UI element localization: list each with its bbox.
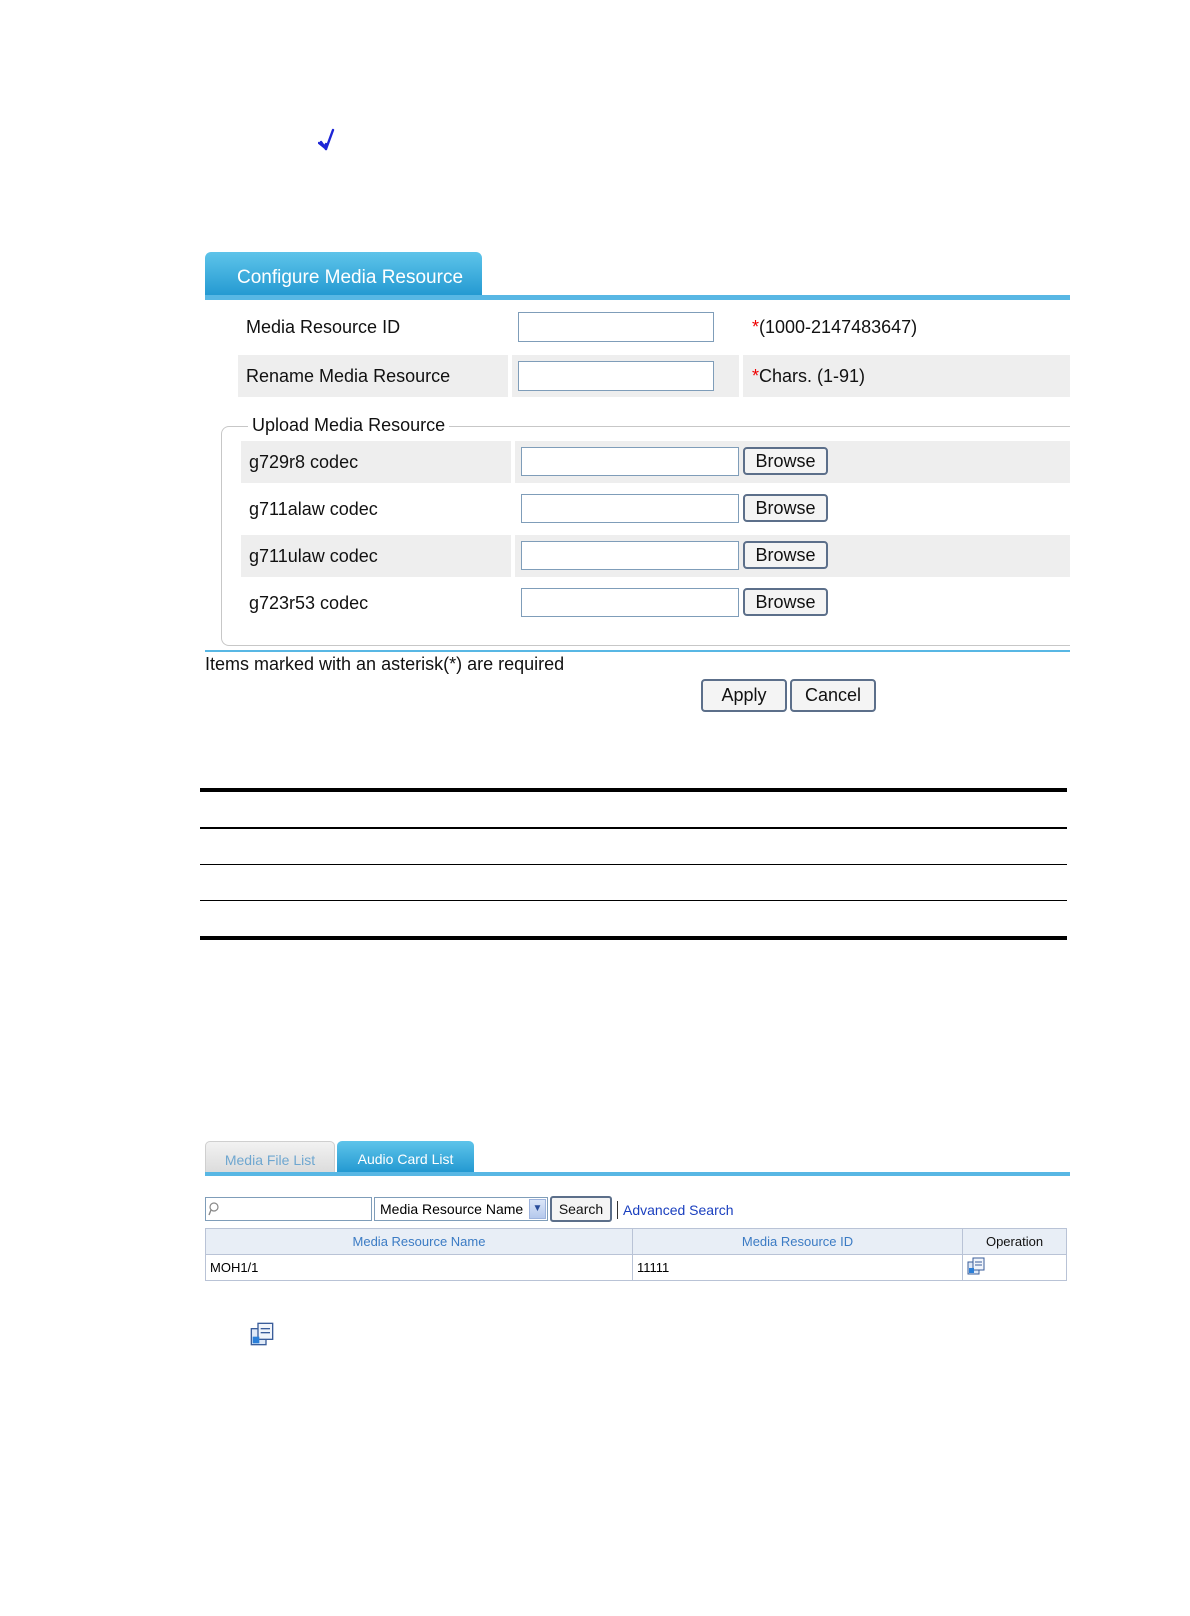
codec-file-input-g729r8[interactable] bbox=[521, 447, 739, 476]
tab-media-file-list[interactable]: Media File List bbox=[205, 1141, 335, 1175]
advanced-search-link[interactable]: Advanced Search bbox=[623, 1202, 734, 1218]
required-star: * bbox=[752, 366, 760, 386]
table-row bbox=[206, 1255, 1067, 1281]
tab-audio-card-list[interactable]: Audio Card List bbox=[337, 1141, 474, 1175]
browse-button-g729r8[interactable]: Browse bbox=[743, 447, 828, 475]
search-icon bbox=[208, 1201, 222, 1217]
panel-bottom-rule bbox=[205, 650, 1070, 652]
search-field-select[interactable]: Media Resource Name bbox=[374, 1197, 548, 1221]
chevron-down-icon[interactable]: ▼ bbox=[529, 1199, 546, 1219]
media-resource-id-input[interactable] bbox=[518, 312, 714, 342]
table-rule bbox=[200, 936, 1067, 940]
table-rule bbox=[200, 864, 1067, 865]
table-rule bbox=[200, 900, 1067, 901]
table-rule bbox=[200, 788, 1067, 792]
rename-media-resource-label: Rename Media Resource bbox=[246, 366, 451, 386]
codec-file-input-g711alaw[interactable] bbox=[521, 494, 739, 523]
cell-media-resource-id: 11111 bbox=[633, 1255, 963, 1281]
column-header-media-resource-name[interactable]: Media Resource Name bbox=[206, 1229, 633, 1255]
codec-label-g723r53: g723r53 codec bbox=[249, 593, 369, 613]
rename-media-resource-input[interactable] bbox=[518, 361, 714, 391]
rename-hint bbox=[752, 366, 865, 387]
browse-button-g711alaw[interactable]: Browse bbox=[743, 494, 828, 522]
configure-icon bbox=[250, 1322, 274, 1346]
codec-file-input-g711ulaw[interactable] bbox=[521, 541, 739, 570]
cancel-button[interactable]: Cancel bbox=[790, 679, 876, 712]
apply-button[interactable]: Apply bbox=[701, 679, 787, 712]
column-header-media-resource-id[interactable]: Media Resource ID bbox=[633, 1229, 963, 1255]
cell-media-resource-name: MOH1/1 bbox=[206, 1255, 633, 1281]
checkmark-icon bbox=[318, 128, 340, 154]
tab-underline bbox=[205, 295, 1070, 300]
cell-operation bbox=[963, 1255, 1067, 1281]
search-button[interactable]: Search bbox=[550, 1196, 612, 1222]
tab-configure-media-resource[interactable]: Configure Media Resource bbox=[205, 252, 482, 300]
codec-label-g729r8: g729r8 codec bbox=[249, 452, 359, 472]
media-resource-id-label: Media Resource ID bbox=[246, 317, 401, 337]
required-note: Items marked with an asterisk(*) are required bbox=[205, 654, 565, 674]
required-star: * bbox=[752, 317, 760, 337]
separator bbox=[617, 1201, 618, 1219]
media-resource-id-hint bbox=[752, 317, 917, 338]
codec-label-g711ulaw: g711ulaw codec bbox=[249, 546, 378, 566]
audio-card-table bbox=[205, 1228, 1067, 1281]
upload-legend: Upload Media Resource bbox=[248, 415, 449, 436]
column-header-operation: Operation bbox=[963, 1229, 1067, 1255]
codec-file-input-g723r53[interactable] bbox=[521, 588, 739, 617]
tab-underline bbox=[205, 1172, 1070, 1176]
configure-icon[interactable] bbox=[967, 1257, 985, 1275]
search-input[interactable] bbox=[205, 1197, 372, 1221]
range-hint: (1000-2147483647) bbox=[759, 317, 918, 337]
table-header-row bbox=[206, 1229, 1067, 1255]
codec-label-g711alaw: g711alaw codec bbox=[249, 499, 378, 519]
table-rule bbox=[200, 827, 1067, 829]
chars-hint: Chars. (1-91) bbox=[759, 366, 866, 386]
browse-button-g711ulaw[interactable]: Browse bbox=[743, 541, 828, 569]
browse-button-g723r53[interactable]: Browse bbox=[743, 588, 828, 616]
